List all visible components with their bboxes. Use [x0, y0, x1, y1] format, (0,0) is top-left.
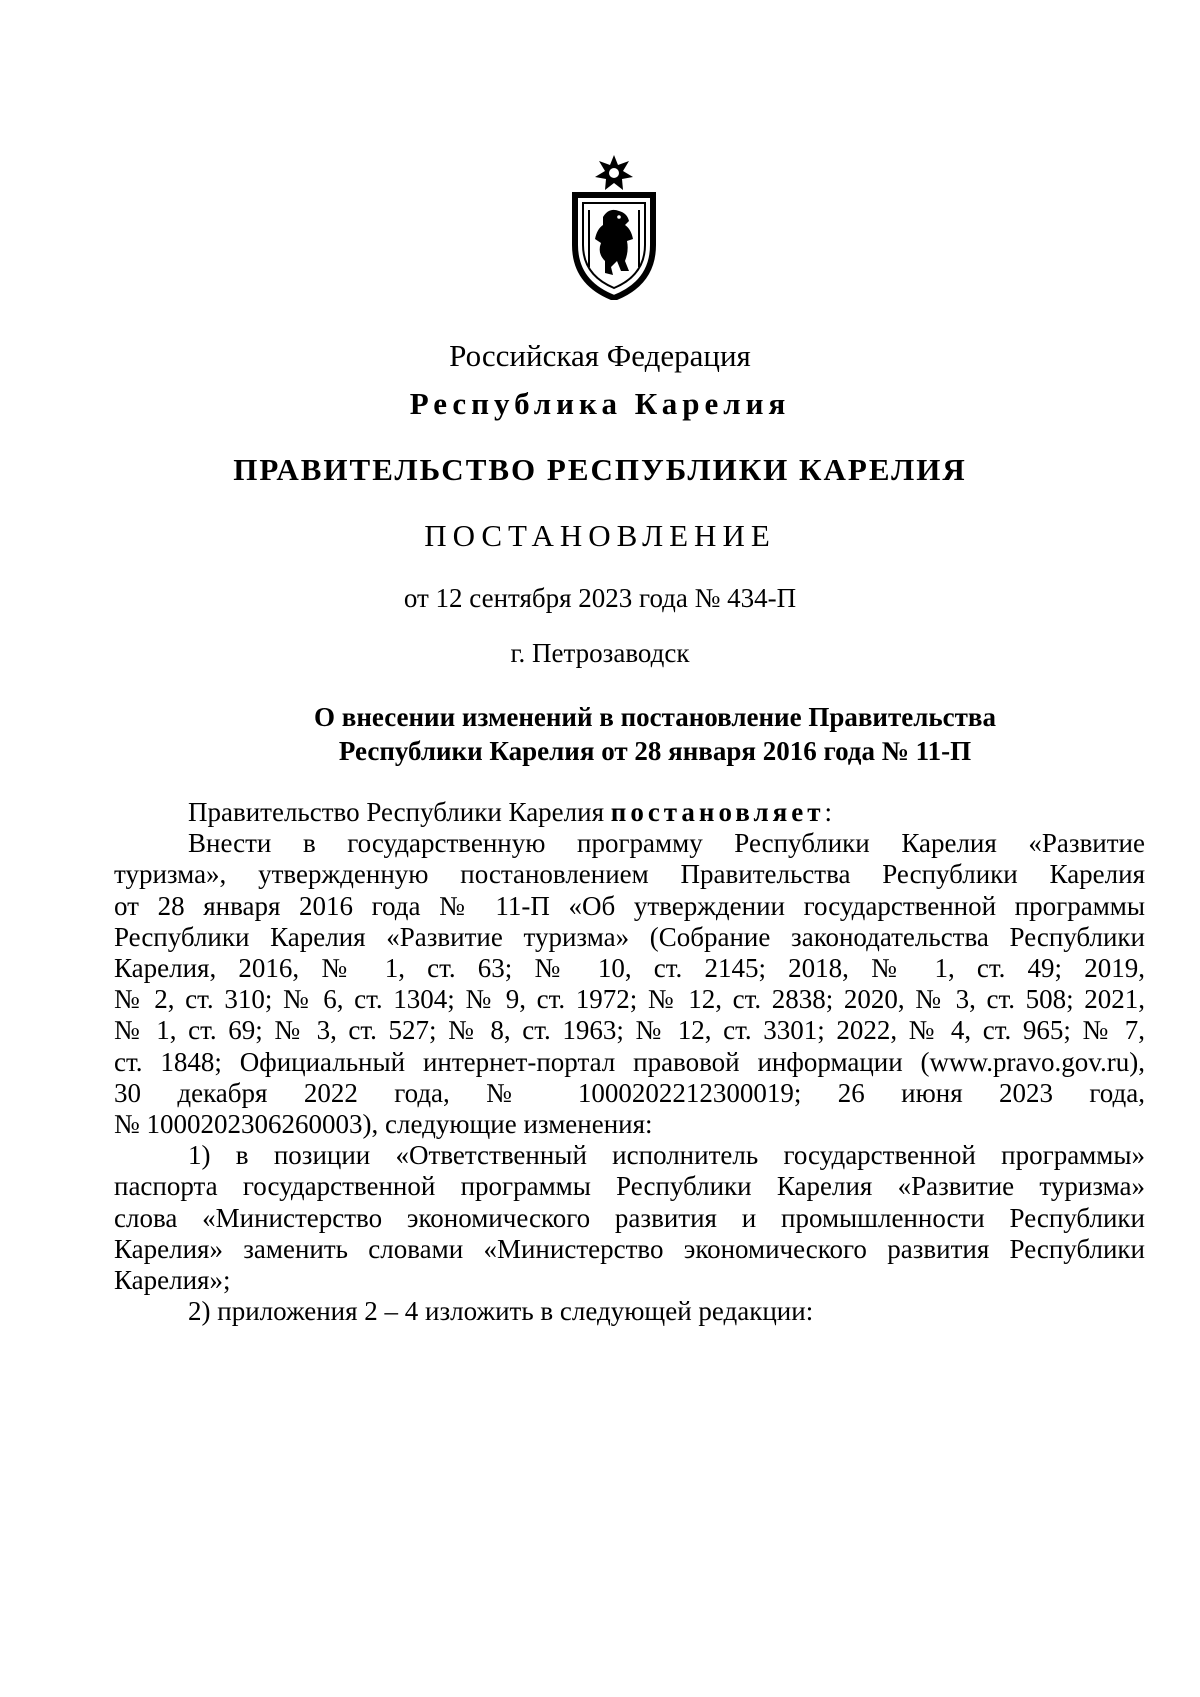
paragraph-line: 30 декабря 2022 года, № 1000202212300019; 26 июня 2023 года, [114, 1077, 1145, 1108]
title-line: Республики Карелия от 28 января 2016 года № 11-П [338, 736, 972, 766]
paragraph-line: слова «Министерство экономического развития и промышленности Республики [114, 1202, 1145, 1233]
document-type: ПОСТАНОВЛЕНИЕ [424, 518, 776, 553]
paragraph-line: ст. 1848; Официальный интернет-портал правовой информации (www.pravo.gov.ru), [114, 1046, 1145, 1077]
paragraph-line: Республики Карелия «Развитие туризма» (Собрание законодательства Республики [114, 921, 1145, 952]
document-body [114, 797, 1145, 1327]
date-and-number: от 12 сентября 2023 года № 434-П [403, 583, 797, 613]
paragraph-2 [114, 1140, 1145, 1296]
decree-suffix: : [824, 797, 833, 827]
karelia-coat-of-arms-icon [567, 155, 661, 300]
paragraph-line: № 1, ст. 69; № 3, ст. 527; № 8, ст. 1963; № 12, ст. 3301; 2022, № 4, ст. 965; № 7, [114, 1015, 1145, 1046]
decree-line [114, 797, 1145, 828]
paragraph-line: от 28 января 2016 года № 11-П «Об утверждении государственной программы [114, 890, 1145, 921]
decree-prefix: Правительство Республики Карелия [188, 797, 611, 827]
paragraph-line: Карелия» заменить словами «Министерство экономического развития Республики [114, 1233, 1145, 1264]
country-name: Российская Федерация [449, 338, 751, 373]
paragraph-line: № 1000202306260003), следующие изменения: [114, 1109, 653, 1140]
paragraph-line: Карелия»; [114, 1265, 231, 1296]
paragraph-line: паспорта государственной программы Республики Карелия «Развитие туризма» [114, 1171, 1145, 1202]
paragraph-1 [114, 828, 1145, 1140]
paragraph-line: Карелия, 2016, № 1, ст. 63; № 10, ст. 2145; 2018, № 1, ст. 49; 2019, [114, 953, 1145, 984]
document-title [255, 700, 1055, 768]
government-name: ПРАВИТЕЛЬСТВО РЕСПУБЛИКИ КАРЕЛИЯ [233, 452, 967, 487]
title-line: О внесении изменений в постановление Правительства [314, 702, 996, 732]
paragraph-line: Внести в государственную программу Республики Карелия «Развитие [188, 828, 1145, 859]
paragraph-3: 2) приложения 2 – 4 изложить в следующей редакции: [188, 1296, 814, 1327]
city: г. Петрозаводск [510, 638, 690, 668]
republic-name: Республика Карелия [409, 386, 791, 421]
paragraph-line: № 2, ст. 310; № 6, ст. 1304; № 9, ст. 1972; № 12, ст. 2838; 2020, № 3, ст. 508; 2021, [114, 984, 1145, 1015]
decree-word: постановляет [610, 797, 825, 827]
paragraph-line: 1) в позиции «Ответственный исполнитель государственной программы» [188, 1140, 1145, 1171]
paragraph-line: туризма», утвержденную постановлением Правительства Республики Карелия [114, 859, 1145, 890]
